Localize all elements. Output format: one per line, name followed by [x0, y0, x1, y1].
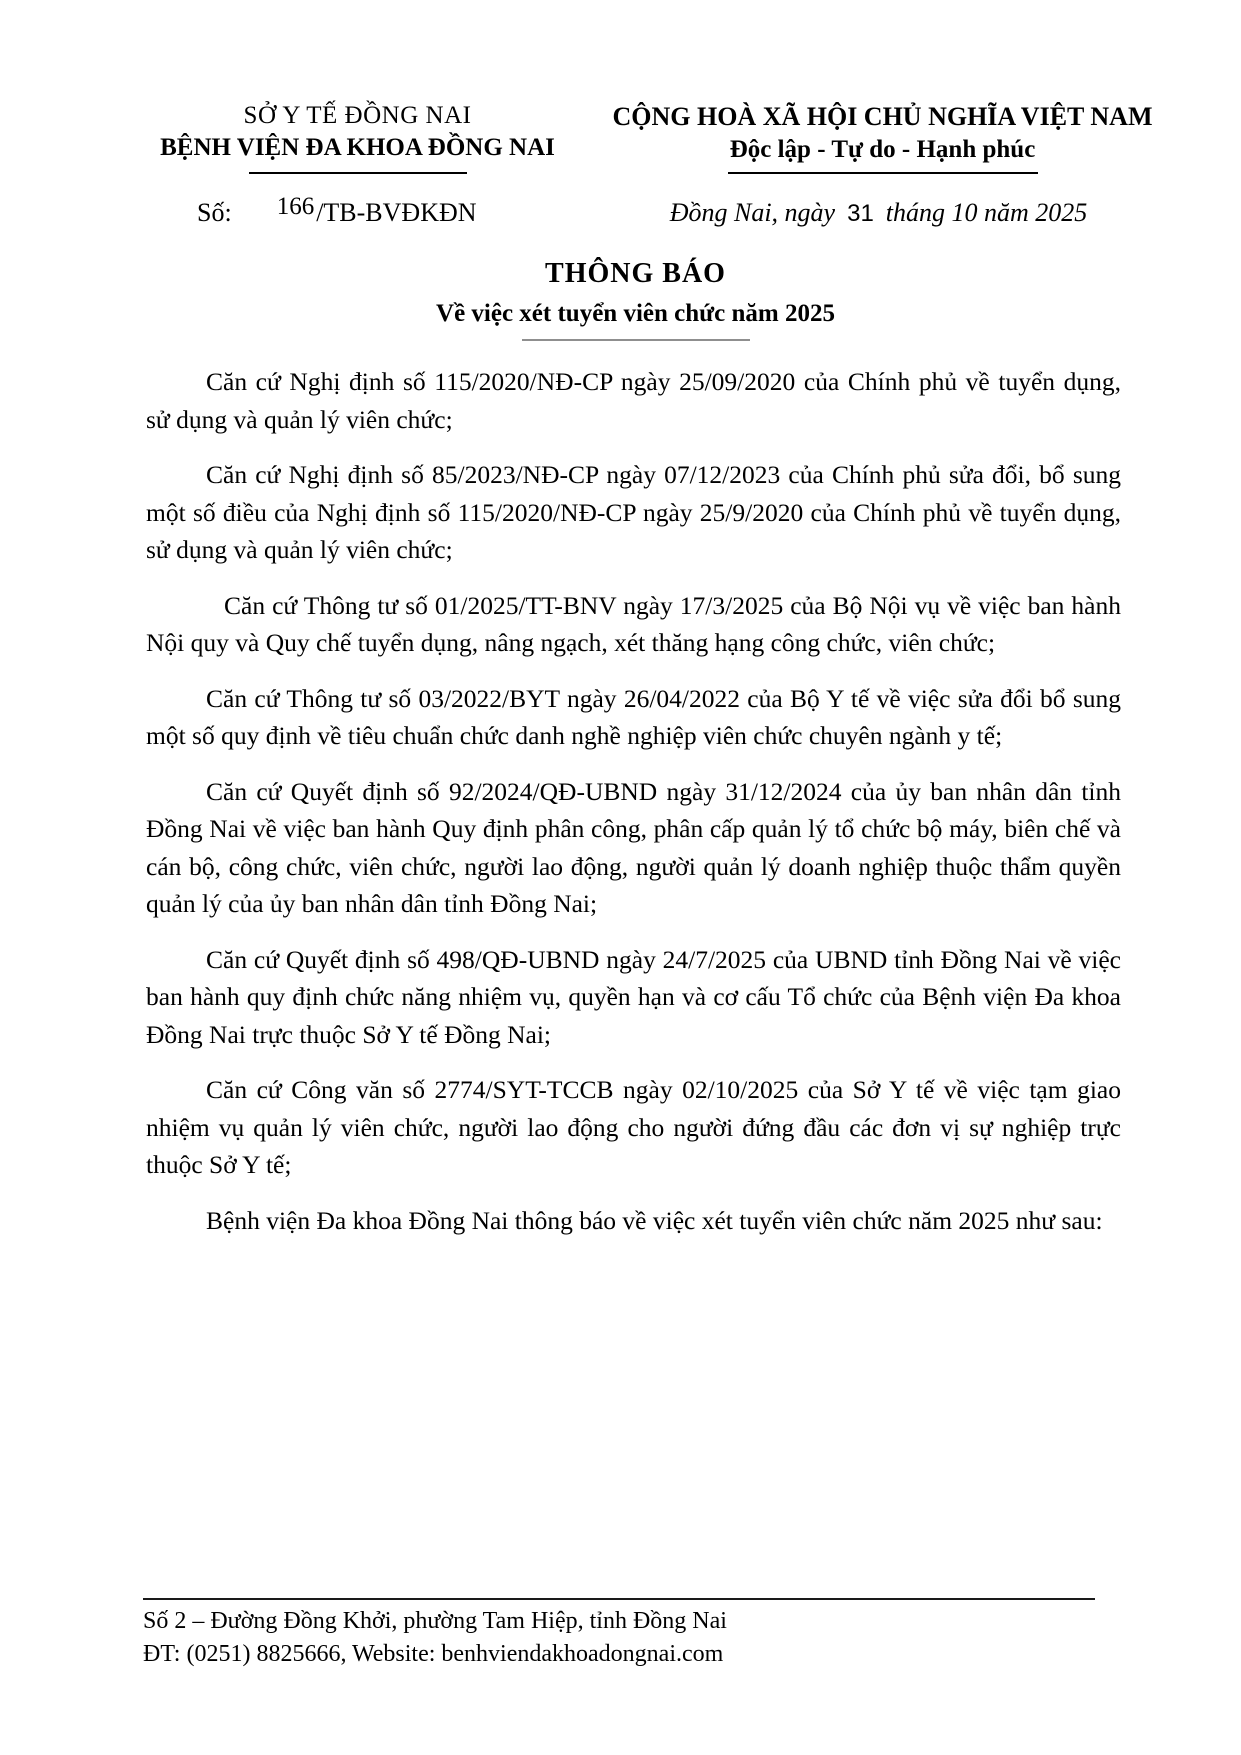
- footer-contact: ĐT: (0251) 8825666, Website: benhviendakhoadongnai.com: [143, 1641, 724, 1667]
- national-motto: Độc lập - Tự do - Hạnh phúc: [729, 136, 1036, 163]
- national-title: CỘNG HOÀ XÃ HỘI CHỦ NGHĨA VIỆT NAM: [612, 102, 1153, 131]
- motto-underline-rule: [728, 172, 1038, 174]
- footer-rule: [143, 1598, 1095, 1600]
- document-title: THÔNG BÁO: [545, 258, 726, 289]
- reference-number-value: 166: [276, 193, 315, 220]
- issuing-agency-block: [130, 100, 585, 174]
- body-paragraph: Căn cứ Thông tư số 01/2025/TT-BNV ngày 17/3/2025 của Bộ Nội vụ về việc ban hành Nội quy và Quy chế tuyển dụng, nâng ngạch, xét thăng hạng công chức, viên chức;: [146, 590, 1121, 657]
- subtitle-underline-rule: [522, 339, 750, 341]
- agency-parent-name: SỞ Y TẾ ĐỒNG NAI: [243, 102, 472, 129]
- dateline-day-value: 31: [847, 200, 874, 227]
- dateline: [596, 198, 1161, 228]
- footer-address: Số 2 – Đường Đồng Khởi, phường Tam Hiệp, tỉnh Đồng Nai: [143, 1608, 727, 1634]
- body-paragraph: Căn cứ Thông tư số 03/2022/BYT ngày 26/04/2022 của Bộ Y tế về việc sửa đổi bổ sung một số quy định về tiêu chuẩn chức danh nghề nghiệp viên chức chuyên ngành y tế;: [146, 683, 1121, 750]
- document-subtitle: Về việc xét tuyển viên chức năm 2025: [436, 300, 835, 327]
- reference-date-row: [0, 193, 1241, 228]
- body-paragraph: Căn cứ Nghị định số 115/2020/NĐ-CP ngày 25/09/2020 của Chính phủ về tuyển dụng, sử dụng và quản lý viên chức;: [146, 367, 1121, 434]
- document-footer: [143, 1598, 1095, 1671]
- body-paragraph: Căn cứ Quyết định số 498/QĐ-UBND ngày 24/7/2025 của UBND tỉnh Đồng Nai về việc ban hành quy định chức năng nhiệm vụ, quyền hạn và cơ cấu Tổ chức của Bệnh viện Đa khoa Đồng Nai trực thuộc Sở Y tế Đồng Nai;: [146, 944, 1121, 1049]
- dateline-prefix: Đồng Nai, ngày: [669, 198, 836, 227]
- title-block: [0, 258, 1241, 341]
- agency-name: BỆNH VIỆN ĐA KHOA ĐỒNG NAI: [160, 134, 555, 161]
- body-paragraph: Bệnh viện Đa khoa Đồng Nai thông báo về việc xét tuyển viên chức năm 2025 như sau:: [206, 1205, 1103, 1235]
- document-body: [0, 363, 1241, 1239]
- national-header-block: [600, 100, 1165, 174]
- document-header: [0, 0, 1241, 174]
- body-paragraph: Căn cứ Công văn số 2774/SYT-TCCB ngày 02/10/2025 của Sở Y tế về việc tạm giao nhiệm vụ quản lý viên chức, người lao động cho người đứng đầu các đơn vị sự nghiệp trực thuộc Sở Y tế;: [146, 1075, 1121, 1179]
- agency-underline-rule: [249, 172, 467, 174]
- body-paragraph: Căn cứ Quyết định số 92/2024/QĐ-UBND ngày 31/12/2024 của ủy ban nhân dân tỉnh Đồng Nai về việc ban hành Quy định phân công, phân cấp quản lý tổ chức bộ máy, biên chế và cán bộ, công chức, viên chức, người lao động, người quản lý doanh nghiệp thuộc thẩm quyền quản lý của ủy ban nhân dân tỉnh Đồng Nai;: [146, 776, 1121, 918]
- reference-label: Số:: [197, 198, 232, 227]
- reference-suffix: /TB-BVĐKĐN: [316, 198, 477, 227]
- dateline-suffix: tháng 10 năm 2025: [885, 198, 1088, 227]
- reference-number: [197, 193, 477, 228]
- body-paragraph: Căn cứ Nghị định số 85/2023/NĐ-CP ngày 07/12/2023 của Chính phủ sửa đổi, bổ sung một số điều của Nghị định số 115/2020/NĐ-CP ngày 25/9/2020 của Chính phủ về tuyển dụng, sử dụng và quản lý viên chức;: [146, 460, 1121, 564]
